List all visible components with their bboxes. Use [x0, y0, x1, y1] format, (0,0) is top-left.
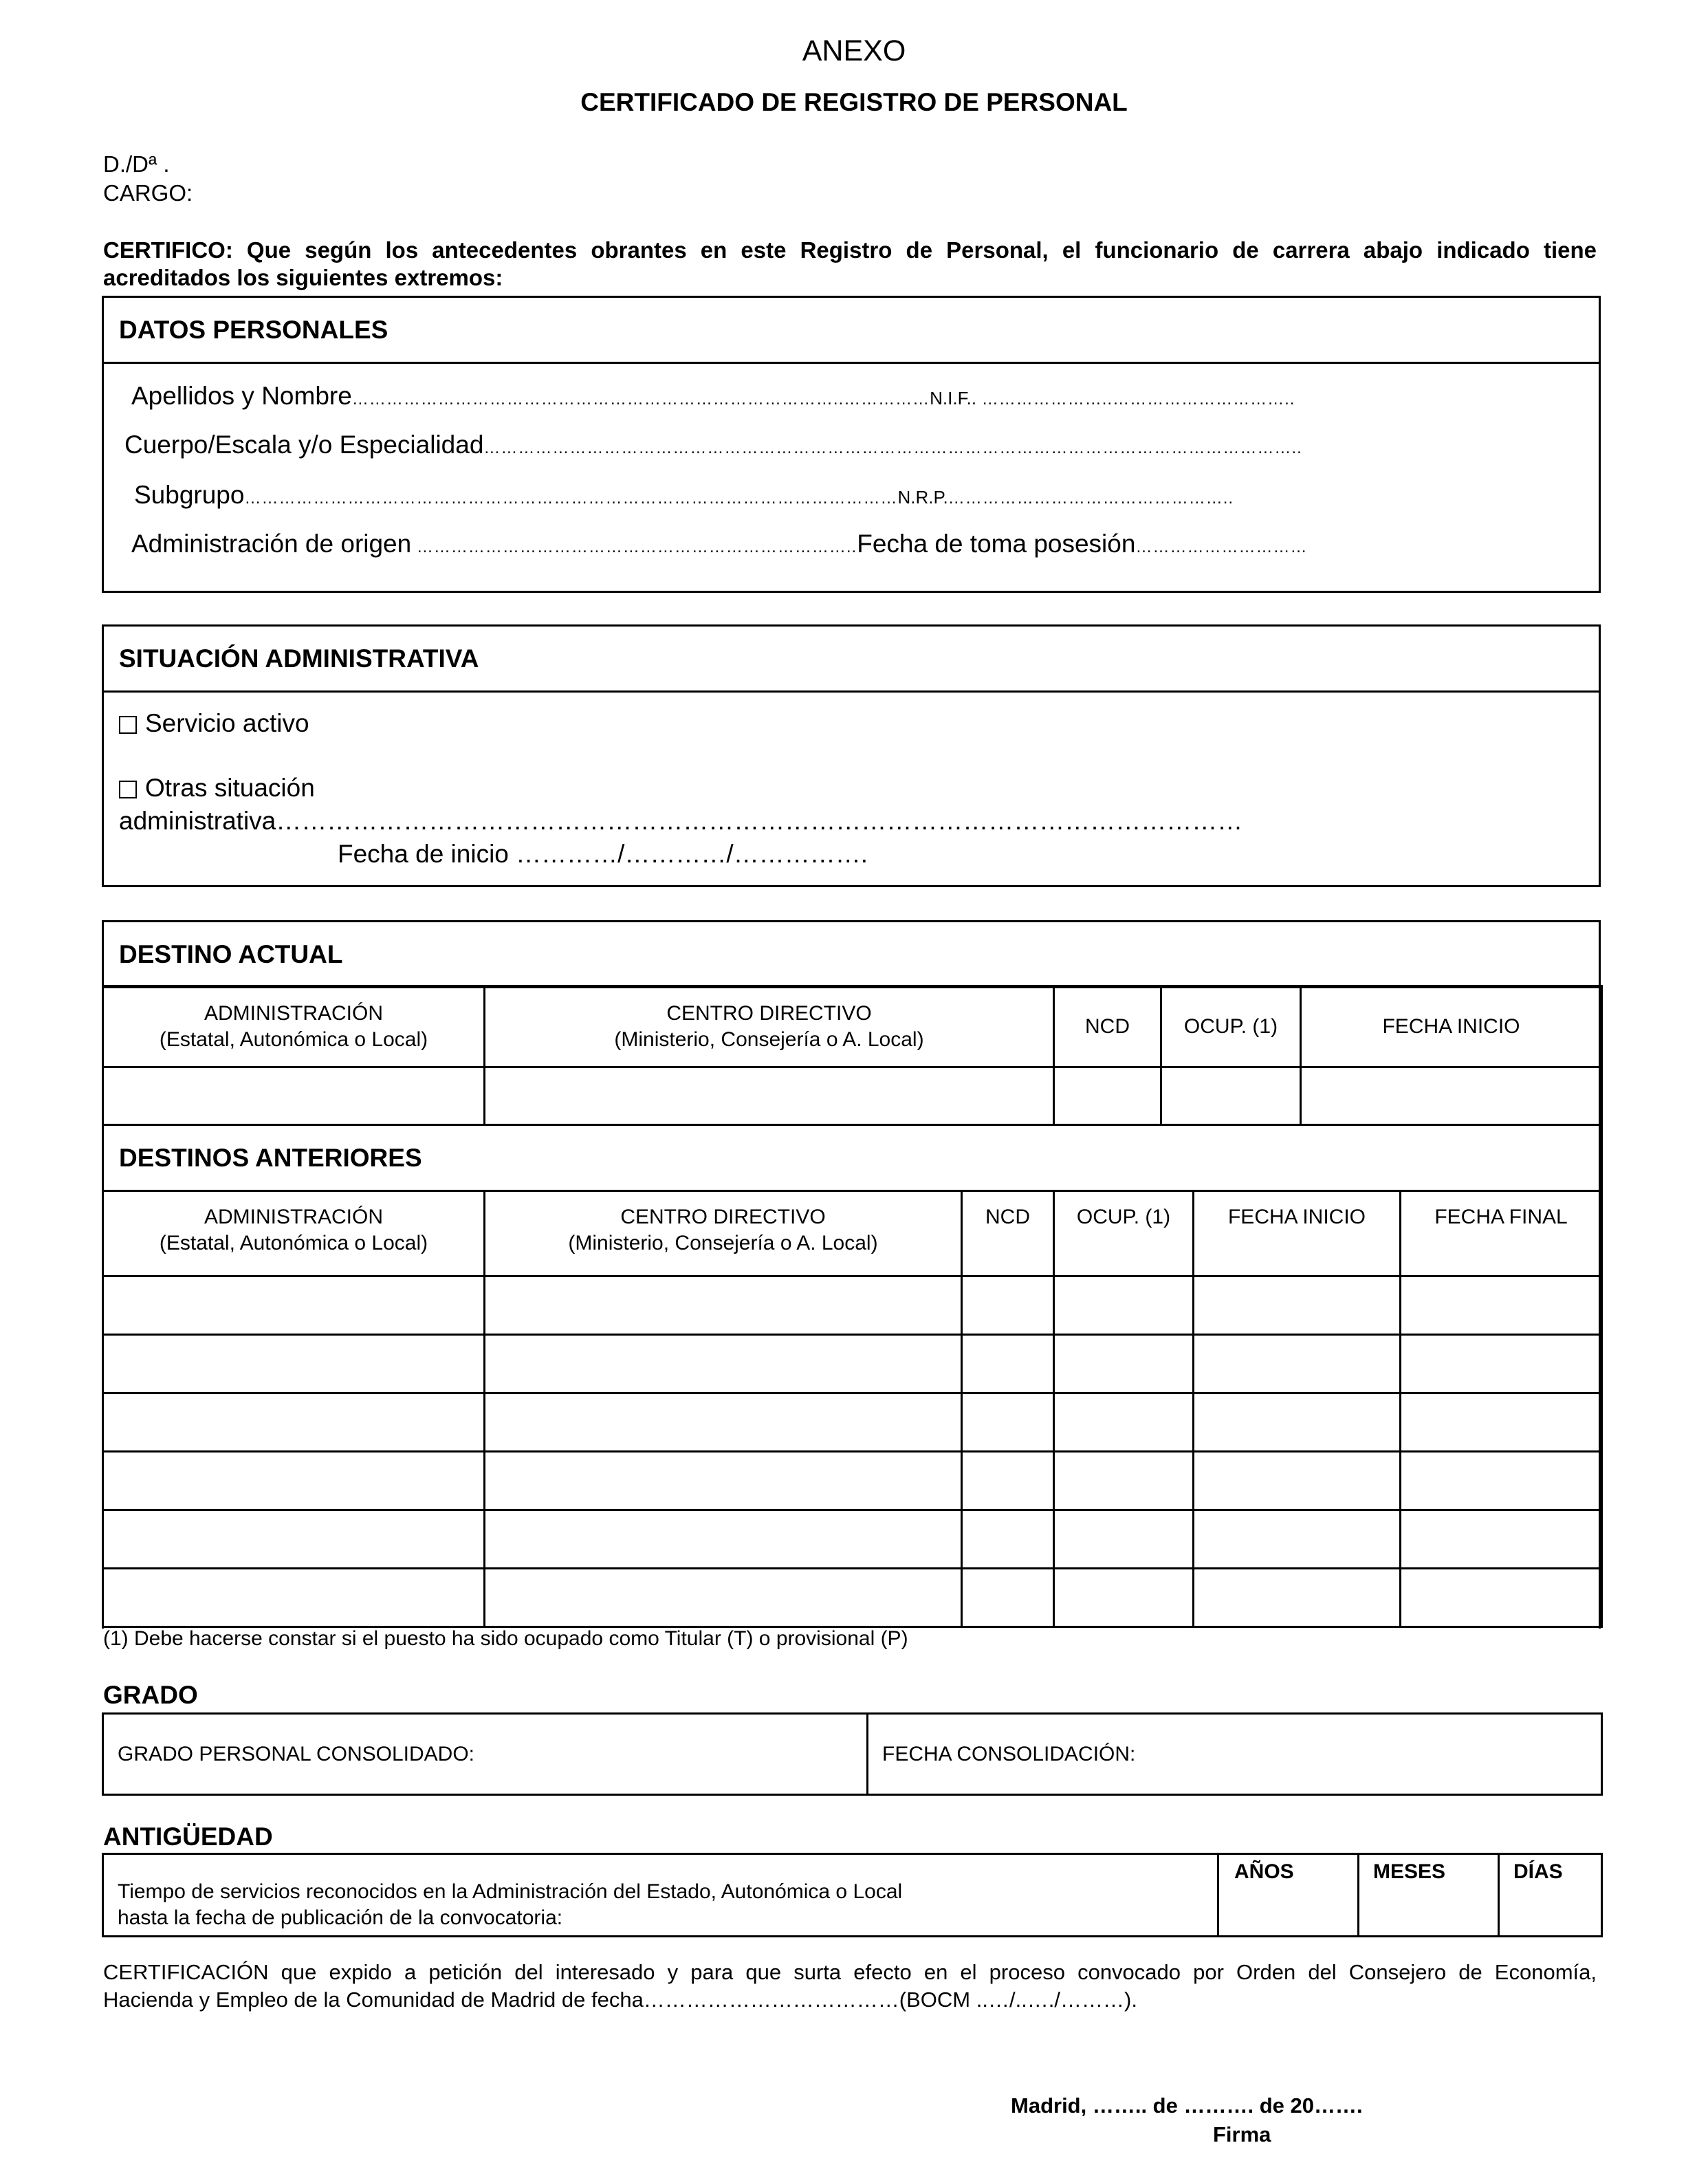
- fecha-consolidacion-field[interactable]: FECHA CONSOLIDACIÓN:: [868, 1714, 1602, 1795]
- cell[interactable]: [962, 1335, 1054, 1393]
- col-administracion: ADMINISTRACIÓN (Estatal, Autonómica o Local): [103, 986, 485, 1067]
- cell[interactable]: [1054, 1569, 1194, 1627]
- cell[interactable]: [962, 1393, 1054, 1452]
- otras-situacion-label: Otras situación: [145, 774, 315, 802]
- col-fecha-inicio: FECHA INICIO: [1301, 986, 1602, 1067]
- datos-personales-section: [102, 296, 1601, 593]
- grado-consolidado-field[interactable]: GRADO PERSONAL CONSOLIDADO:: [103, 1714, 868, 1795]
- firma-label: Firma: [1213, 2122, 1271, 2146]
- destino-actual-table: [102, 985, 1603, 1192]
- destinos-anteriores-heading: DESTINOS ANTERIORES: [103, 1125, 1602, 1191]
- cell-fecha-inicio[interactable]: [1301, 1067, 1602, 1125]
- subgrupo-label: Subgrupo: [134, 481, 245, 509]
- destino-actual-heading: DESTINO ACTUAL: [119, 940, 343, 968]
- cell[interactable]: [485, 1452, 962, 1510]
- cell[interactable]: [1194, 1510, 1401, 1569]
- situacion-header: [104, 627, 1599, 693]
- col-fecha-inicio: FECHA INICIO: [1194, 1191, 1401, 1276]
- table-row: [103, 1452, 1602, 1510]
- cell-ncd[interactable]: [1054, 1067, 1161, 1125]
- cell[interactable]: [103, 1276, 485, 1335]
- cell[interactable]: [1054, 1276, 1194, 1335]
- cell[interactable]: [1401, 1276, 1602, 1335]
- col-ocup: OCUP. (1): [1054, 1191, 1194, 1276]
- table-row: [103, 1276, 1602, 1335]
- cell[interactable]: [962, 1510, 1054, 1569]
- cell[interactable]: [1054, 1510, 1194, 1569]
- datos-personales-header: [104, 298, 1599, 364]
- cell[interactable]: [103, 1569, 485, 1627]
- col-ncd: NCD: [962, 1191, 1054, 1276]
- servicio-activo-checkbox[interactable]: [119, 716, 137, 734]
- cell[interactable]: [485, 1510, 962, 1569]
- grado-table: [102, 1712, 1603, 1796]
- antiguedad-heading: ANTIGÜEDAD: [103, 1823, 273, 1851]
- cell[interactable]: [485, 1276, 962, 1335]
- dd-label: D./Dª .: [103, 151, 170, 177]
- apellidos-label: Apellidos y Nombre: [131, 382, 352, 410]
- cell[interactable]: [1054, 1452, 1194, 1510]
- cell[interactable]: [962, 1276, 1054, 1335]
- cell[interactable]: [485, 1393, 962, 1452]
- cell[interactable]: [485, 1569, 962, 1627]
- cell-ocup[interactable]: [1161, 1067, 1301, 1125]
- destino-actual-header: [104, 922, 1599, 988]
- nif-label: N.I.F..: [930, 388, 977, 409]
- servicio-activo-option[interactable]: [119, 709, 309, 738]
- cell[interactable]: [103, 1393, 485, 1452]
- cell[interactable]: [1401, 1335, 1602, 1393]
- destinos-anteriores-table: [102, 1190, 1603, 1628]
- apellidos-line[interactable]: Apellidos y Nombre…………………………………………………………………………..……………N.I.F.. …………………..…………………………..: [131, 382, 1295, 410]
- lugar-fecha: Madrid, …….. de ………. de 20…….: [1011, 2093, 1363, 2118]
- cell[interactable]: [485, 1335, 962, 1393]
- cell[interactable]: [1401, 1452, 1602, 1510]
- situacion-heading: SITUACIÓN ADMINISTRATIVA: [119, 644, 479, 673]
- certifico-paragraph: CERTIFICO: Que según los antecedentes obrantes en este Registro de Personal, el funcionario de carrera abajo indicado tiene acreditados los siguientes extremos:: [103, 237, 1597, 290]
- cell-centro-directivo[interactable]: [485, 1067, 1054, 1125]
- certificacion-line-2: Hacienda y Empleo de la Comunidad de Madrid de fecha………………………………(BOCM ..…/..…./………).: [103, 1988, 1137, 2012]
- cell[interactable]: [1401, 1393, 1602, 1452]
- cuerpo-label: Cuerpo/Escala y/o Especialidad: [124, 431, 484, 459]
- cell[interactable]: [1194, 1452, 1401, 1510]
- cell[interactable]: [103, 1452, 485, 1510]
- cell[interactable]: [1194, 1393, 1401, 1452]
- cell[interactable]: [1054, 1335, 1194, 1393]
- cell[interactable]: [103, 1510, 485, 1569]
- administracion-line[interactable]: Administración de origen …………………………………………………………………..Fecha de toma posesión…………………………: [131, 530, 1308, 558]
- meses-field[interactable]: MESES: [1359, 1854, 1499, 1937]
- antiguedad-table: [102, 1853, 1603, 1937]
- cell[interactable]: [1401, 1569, 1602, 1627]
- datos-personales-heading: DATOS PERSONALES: [119, 316, 388, 344]
- antiguedad-text: Tiempo de servicios reconocidos en la Administración del Estado, Autonómica o Local hasta la fecha de publicación de la convocatoria:: [103, 1854, 1218, 1937]
- document-title: CERTIFICADO DE REGISTRO DE PERSONAL: [580, 88, 1128, 116]
- cuerpo-line[interactable]: Cuerpo/Escala y/o Especialidad……………………………………………………………………………………………………………………………..: [124, 431, 1302, 459]
- table-row: [103, 1067, 1602, 1125]
- table-row: [103, 1393, 1602, 1452]
- otras-situacion-option[interactable]: [119, 774, 315, 803]
- cargo-label: CARGO:: [103, 180, 193, 206]
- cell[interactable]: [962, 1452, 1054, 1510]
- cell[interactable]: [1194, 1569, 1401, 1627]
- col-centro-directivo: CENTRO DIRECTIVO (Ministerio, Consejería o A. Local): [485, 986, 1054, 1067]
- anos-field[interactable]: AÑOS: [1218, 1854, 1359, 1937]
- cell[interactable]: [1194, 1276, 1401, 1335]
- table-row: [103, 1335, 1602, 1393]
- administrativa-line[interactable]: administrativa……………………………………………………………………………………………………: [119, 807, 1243, 835]
- col-ncd: NCD: [1054, 986, 1161, 1067]
- annex-label: ANEXO: [802, 34, 906, 67]
- footnote: (1) Debe hacerse constar si el puesto ha sido ocupado como Titular (T) o provisional (P): [103, 1627, 908, 1650]
- cell[interactable]: [103, 1335, 485, 1393]
- otras-situacion-checkbox[interactable]: [119, 781, 137, 798]
- table-row: [103, 1510, 1602, 1569]
- table-row: [103, 1569, 1602, 1627]
- administracion-origen-label: Administración de origen: [131, 530, 412, 558]
- nrp-label: N.R.P.: [897, 487, 948, 508]
- cell[interactable]: [962, 1569, 1054, 1627]
- cell[interactable]: [1054, 1393, 1194, 1452]
- fecha-inicio-line[interactable]: Fecha de inicio …………/…………/…………….: [338, 840, 868, 868]
- col-fecha-final: FECHA FINAL: [1401, 1191, 1602, 1276]
- cell[interactable]: [1194, 1335, 1401, 1393]
- grado-heading: GRADO: [103, 1681, 198, 1709]
- dias-field[interactable]: DÍAS: [1499, 1854, 1602, 1937]
- fecha-posesion-label: Fecha de toma posesión: [857, 530, 1136, 558]
- certificacion-line-1: CERTIFICACIÓN que expido a petición del interesado y para que surta efecto en el proceso convocado por Orden del Consejero de Economía,: [103, 1960, 1597, 1984]
- cell-administracion[interactable]: [103, 1067, 485, 1125]
- situacion-section: [102, 624, 1601, 887]
- col-centro-directivo: CENTRO DIRECTIVO (Ministerio, Consejería o A. Local): [485, 1191, 962, 1276]
- administrativa-label: administrativa: [119, 807, 276, 835]
- subgrupo-line[interactable]: Subgrupo……………………………………………………………………………………………………N.R.P.…………………………………………..: [134, 481, 1234, 509]
- cell[interactable]: [1401, 1510, 1602, 1569]
- servicio-activo-label: Servicio activo: [145, 709, 309, 737]
- col-ocup: OCUP. (1): [1161, 986, 1301, 1067]
- col-administracion: ADMINISTRACIÓN (Estatal, Autonómica o Local): [103, 1191, 485, 1276]
